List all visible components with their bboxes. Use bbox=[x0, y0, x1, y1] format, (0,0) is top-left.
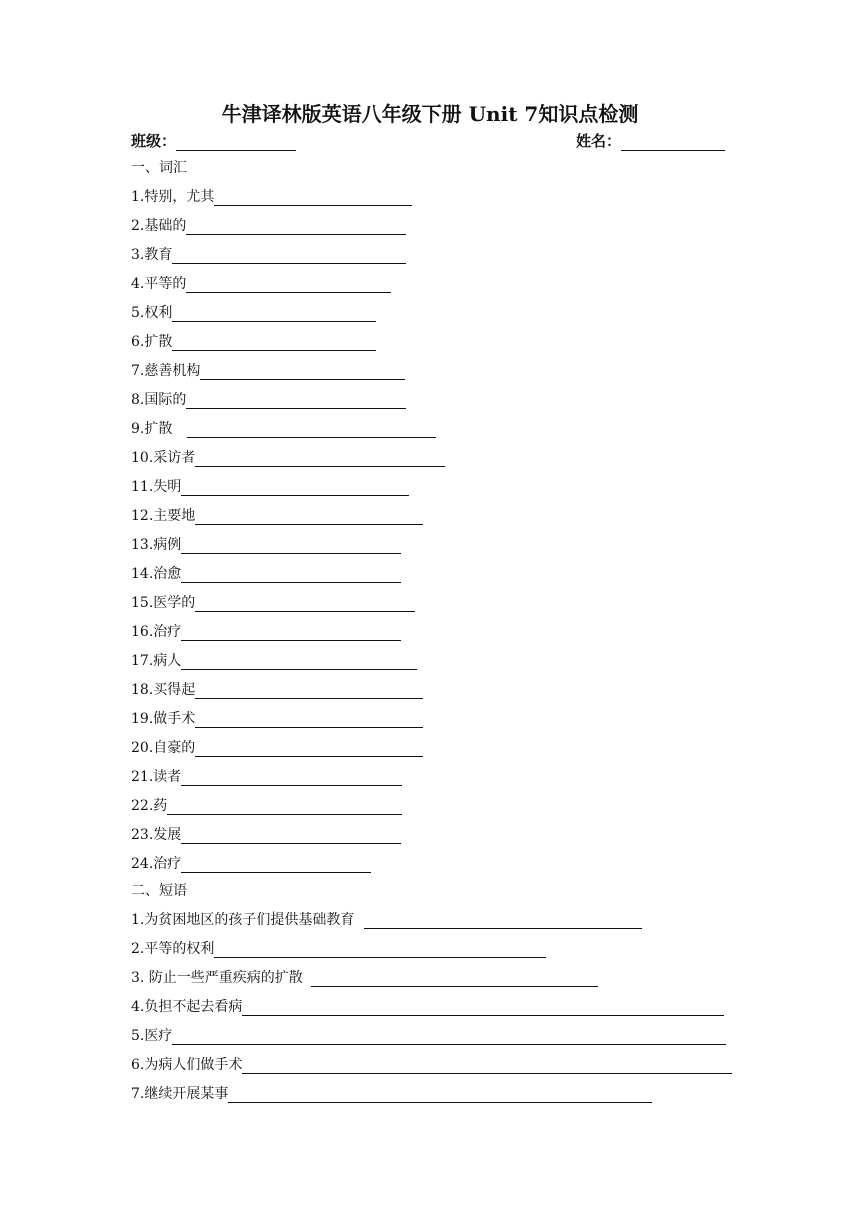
vocab-prompt: 10.采访者 bbox=[131, 450, 196, 466]
vocab-prompt: 6.扩散 bbox=[131, 334, 173, 350]
phrase-prompt: 6.为病人们做手术 bbox=[131, 1057, 243, 1073]
phrase-prompt: 5.医疗 bbox=[131, 1028, 173, 1044]
phrase-item[interactable] bbox=[131, 1056, 732, 1074]
vocab-item[interactable] bbox=[131, 420, 436, 438]
answer-blank[interactable] bbox=[364, 914, 642, 929]
vocab-item[interactable] bbox=[131, 536, 401, 554]
vocab-item[interactable] bbox=[131, 652, 417, 670]
answer-blank[interactable] bbox=[200, 365, 405, 380]
page-title: 牛津译林版英语八年级下册 Unit 7知识点检测 bbox=[221, 102, 639, 126]
answer-blank[interactable] bbox=[186, 220, 406, 235]
answer-blank[interactable] bbox=[214, 191, 412, 206]
phrase-item[interactable] bbox=[131, 969, 598, 987]
answer-blank[interactable] bbox=[186, 394, 406, 409]
answer-blank[interactable] bbox=[214, 943, 546, 958]
name-field[interactable] bbox=[576, 131, 725, 151]
answer-blank[interactable] bbox=[195, 742, 423, 757]
vocab-prompt: 3.教育 bbox=[131, 247, 173, 263]
vocab-prompt: 11.失明 bbox=[131, 479, 182, 495]
vocab-item[interactable] bbox=[131, 449, 445, 467]
vocab-item[interactable] bbox=[131, 304, 376, 322]
vocab-item[interactable] bbox=[131, 391, 406, 409]
vocab-prompt: 4.平等的 bbox=[131, 276, 187, 292]
name-label: 姓名： bbox=[576, 132, 622, 150]
vocab-prompt: 17.病人 bbox=[131, 653, 182, 669]
section-heading-phrases: 二、短语 bbox=[131, 883, 187, 899]
answer-blank[interactable] bbox=[181, 481, 409, 496]
answer-blank[interactable] bbox=[228, 1088, 652, 1103]
class-label: 班级： bbox=[131, 132, 177, 150]
vocab-item[interactable] bbox=[131, 681, 423, 699]
vocab-prompt: 9.扩散 bbox=[131, 421, 173, 437]
phrase-item[interactable] bbox=[131, 998, 724, 1016]
vocab-item[interactable] bbox=[131, 594, 415, 612]
phrase-item[interactable] bbox=[131, 940, 546, 958]
answer-blank[interactable] bbox=[167, 800, 402, 815]
answer-blank[interactable] bbox=[181, 771, 402, 786]
vocab-prompt: 1.特别，尤其 bbox=[131, 189, 215, 205]
answer-blank[interactable] bbox=[195, 684, 423, 699]
answer-blank[interactable] bbox=[186, 278, 391, 293]
answer-blank[interactable] bbox=[172, 1030, 726, 1045]
vocab-item[interactable] bbox=[131, 826, 401, 844]
vocab-item[interactable] bbox=[131, 275, 391, 293]
vocab-item[interactable] bbox=[131, 855, 371, 873]
vocab-prompt: 21.读者 bbox=[131, 769, 182, 785]
answer-blank[interactable] bbox=[181, 539, 401, 554]
vocab-prompt: 20.自豪的 bbox=[131, 740, 196, 756]
class-blank[interactable] bbox=[176, 134, 296, 151]
vocab-prompt: 15.医学的 bbox=[131, 595, 196, 611]
class-field[interactable] bbox=[131, 131, 296, 151]
vocab-prompt: 23.发展 bbox=[131, 827, 182, 843]
vocab-prompt: 18.买得起 bbox=[131, 682, 196, 698]
answer-blank[interactable] bbox=[311, 972, 598, 987]
vocab-item[interactable] bbox=[131, 768, 402, 786]
vocab-prompt: 19.做手术 bbox=[131, 711, 196, 727]
phrase-item[interactable] bbox=[131, 911, 642, 929]
vocab-prompt: 22.药 bbox=[131, 798, 168, 814]
phrase-prompt: 3. 防止一些严重疾病的扩散 bbox=[131, 970, 303, 986]
name-blank[interactable] bbox=[621, 134, 725, 151]
answer-blank[interactable] bbox=[172, 249, 406, 264]
answer-blank[interactable] bbox=[181, 626, 401, 641]
phrase-prompt: 4.负担不起去看病 bbox=[131, 999, 243, 1015]
vocab-item[interactable] bbox=[131, 565, 401, 583]
vocab-prompt: 24.治疗 bbox=[131, 856, 182, 872]
vocab-item[interactable] bbox=[131, 507, 423, 525]
answer-blank[interactable] bbox=[195, 452, 445, 467]
vocab-prompt: 2.基础的 bbox=[131, 218, 187, 234]
vocab-item[interactable] bbox=[131, 246, 406, 264]
vocab-item[interactable] bbox=[131, 188, 412, 206]
answer-blank[interactable] bbox=[181, 655, 417, 670]
answer-blank[interactable] bbox=[181, 829, 401, 844]
vocab-prompt: 12.主要地 bbox=[131, 508, 196, 524]
vocab-item[interactable] bbox=[131, 797, 402, 815]
answer-blank[interactable] bbox=[187, 423, 436, 438]
vocab-item[interactable] bbox=[131, 362, 405, 380]
vocab-prompt: 14.治愈 bbox=[131, 566, 182, 582]
vocab-item[interactable] bbox=[131, 333, 376, 351]
answer-blank[interactable] bbox=[172, 307, 376, 322]
answer-blank[interactable] bbox=[181, 568, 401, 583]
vocab-item[interactable] bbox=[131, 739, 423, 757]
phrase-item[interactable] bbox=[131, 1027, 726, 1045]
answer-blank[interactable] bbox=[172, 336, 376, 351]
answer-blank[interactable] bbox=[195, 713, 423, 728]
vocab-item[interactable] bbox=[131, 710, 423, 728]
vocab-prompt: 13.病例 bbox=[131, 537, 182, 553]
section-heading-vocabulary: 一、词汇 bbox=[131, 160, 187, 176]
phrase-prompt: 2.平等的权利 bbox=[131, 941, 215, 957]
phrase-prompt: 7.继续开展某事 bbox=[131, 1086, 229, 1102]
answer-blank[interactable] bbox=[242, 1001, 724, 1016]
vocab-item[interactable] bbox=[131, 217, 406, 235]
answer-blank[interactable] bbox=[195, 597, 415, 612]
vocab-prompt: 5.权利 bbox=[131, 305, 173, 321]
vocab-prompt: 7.慈善机构 bbox=[131, 363, 201, 379]
answer-blank[interactable] bbox=[242, 1059, 732, 1074]
answer-blank[interactable] bbox=[181, 858, 371, 873]
answer-blank[interactable] bbox=[195, 510, 423, 525]
phrase-item[interactable] bbox=[131, 1085, 652, 1103]
phrase-prompt: 1.为贫困地区的孩子们提供基础教育 bbox=[131, 912, 355, 928]
vocab-item[interactable] bbox=[131, 478, 409, 496]
vocab-prompt: 16.治疗 bbox=[131, 624, 182, 640]
vocab-item[interactable] bbox=[131, 623, 401, 641]
vocab-prompt: 8.国际的 bbox=[131, 392, 187, 408]
